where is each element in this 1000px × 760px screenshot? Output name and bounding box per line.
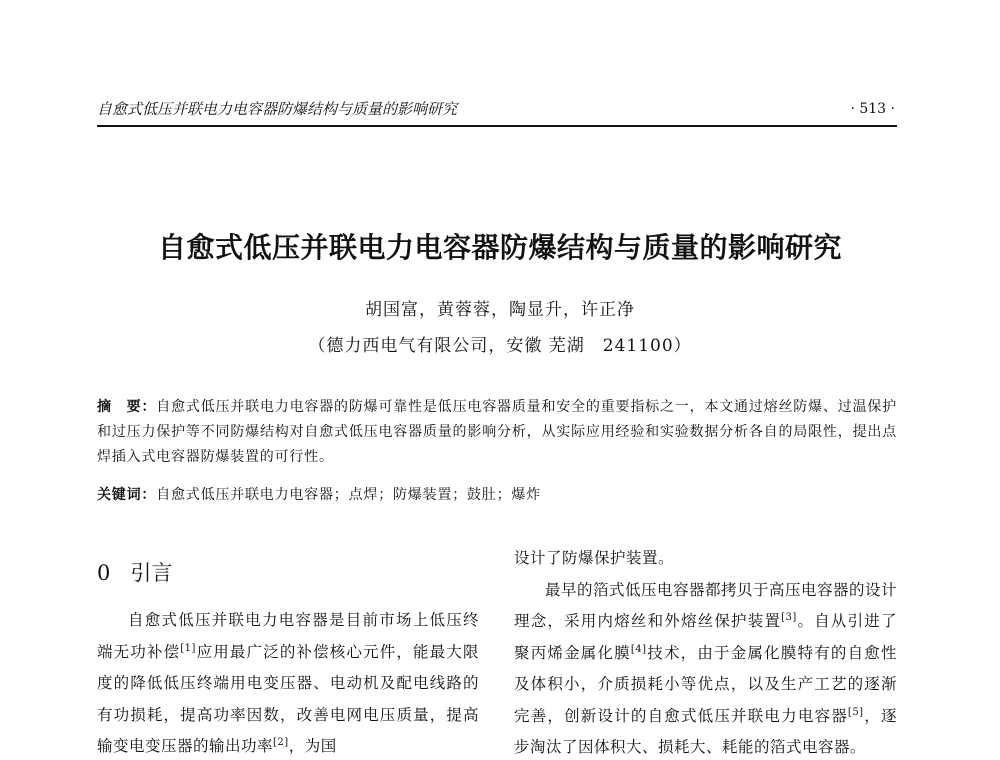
header-rule [97, 125, 897, 127]
citation-ref: [3] [781, 611, 797, 623]
keywords [97, 483, 897, 508]
history-text-1: 最早的箔式低压电容器都拷贝于高压电容器的设计理念，采用内熔丝和外熔丝保护装置 [514, 580, 897, 630]
abstract-label: 摘 要： [97, 399, 157, 415]
keywords-text: 自愈式低压并联电力电容器；点焊；防爆装置；鼓肚；爆炸 [156, 487, 542, 503]
citation-ref: [5] [847, 706, 864, 718]
keywords-label: 关键词： [97, 487, 157, 503]
history-text-2: 。自从引进了聚丙烯金属化膜 [514, 612, 897, 662]
citation-ref: [2] [273, 736, 289, 748]
history-paragraph [514, 575, 897, 760]
right-column [514, 543, 897, 760]
intro-text-2: 应用最广泛的补偿核心元件，能最大限度的降低低压终端用电变压器、电动机及配电线路的有功损耗，提高功率因数，改善电网电压质量，提高输变电变压器的输出功率 [97, 642, 479, 755]
intro-paragraph [97, 605, 479, 760]
citation-ref: [4] [630, 643, 647, 655]
affiliation: （德力西电气有限公司，安徽 芜湖 241100） [308, 336, 692, 356]
section-heading [97, 556, 479, 590]
history-text-3: 技术，由于金属化膜特有的自愈性及体积小，介质损耗小等优点，以及生产工艺的逐渐完善，创新设计的自愈式低压并联电力电容器 [514, 643, 897, 725]
continued-paragraph: 设计了防爆保护装置。 [514, 549, 675, 567]
intro-text-1: 自愈式低压并联电力电容器是目前市场上低压终端无功补偿 [97, 611, 479, 661]
running-head-title: 自愈式低压并联电力电容器防爆结构与质量的影响研究 [97, 100, 458, 118]
running-head [97, 97, 897, 121]
left-column [97, 556, 479, 760]
abstract-text: 自愈式低压并联电力电容器的防爆可靠性是低压电容器质量和安全的重要指标之一，本文通过熔丝防爆、过温保护和过压力保护等不同防爆结构对自愈式低压电容器质量的影响分析，从实际应用经验和实验数据分析各自的局限性，提出点焊插入式电容器防爆装置的可行性。 [97, 399, 897, 465]
page-number: · 513 · [850, 101, 895, 117]
citation-ref: [1] [180, 642, 196, 654]
section-number: 0 [97, 561, 111, 585]
abstract [97, 395, 897, 470]
paper-title: 自愈式低压并联电力电容器防爆结构与质量的影响研究 [157, 231, 842, 264]
section-title: 引言 [130, 561, 173, 585]
history-text-4: ，逐步淘汰了因体积大、损耗大、耗能的箔式电容器。 [514, 706, 897, 756]
intro-text-3: ，为国 [288, 737, 337, 755]
authors: 胡国富，黄蓉蓉，陶显升，许正净 [365, 300, 635, 320]
